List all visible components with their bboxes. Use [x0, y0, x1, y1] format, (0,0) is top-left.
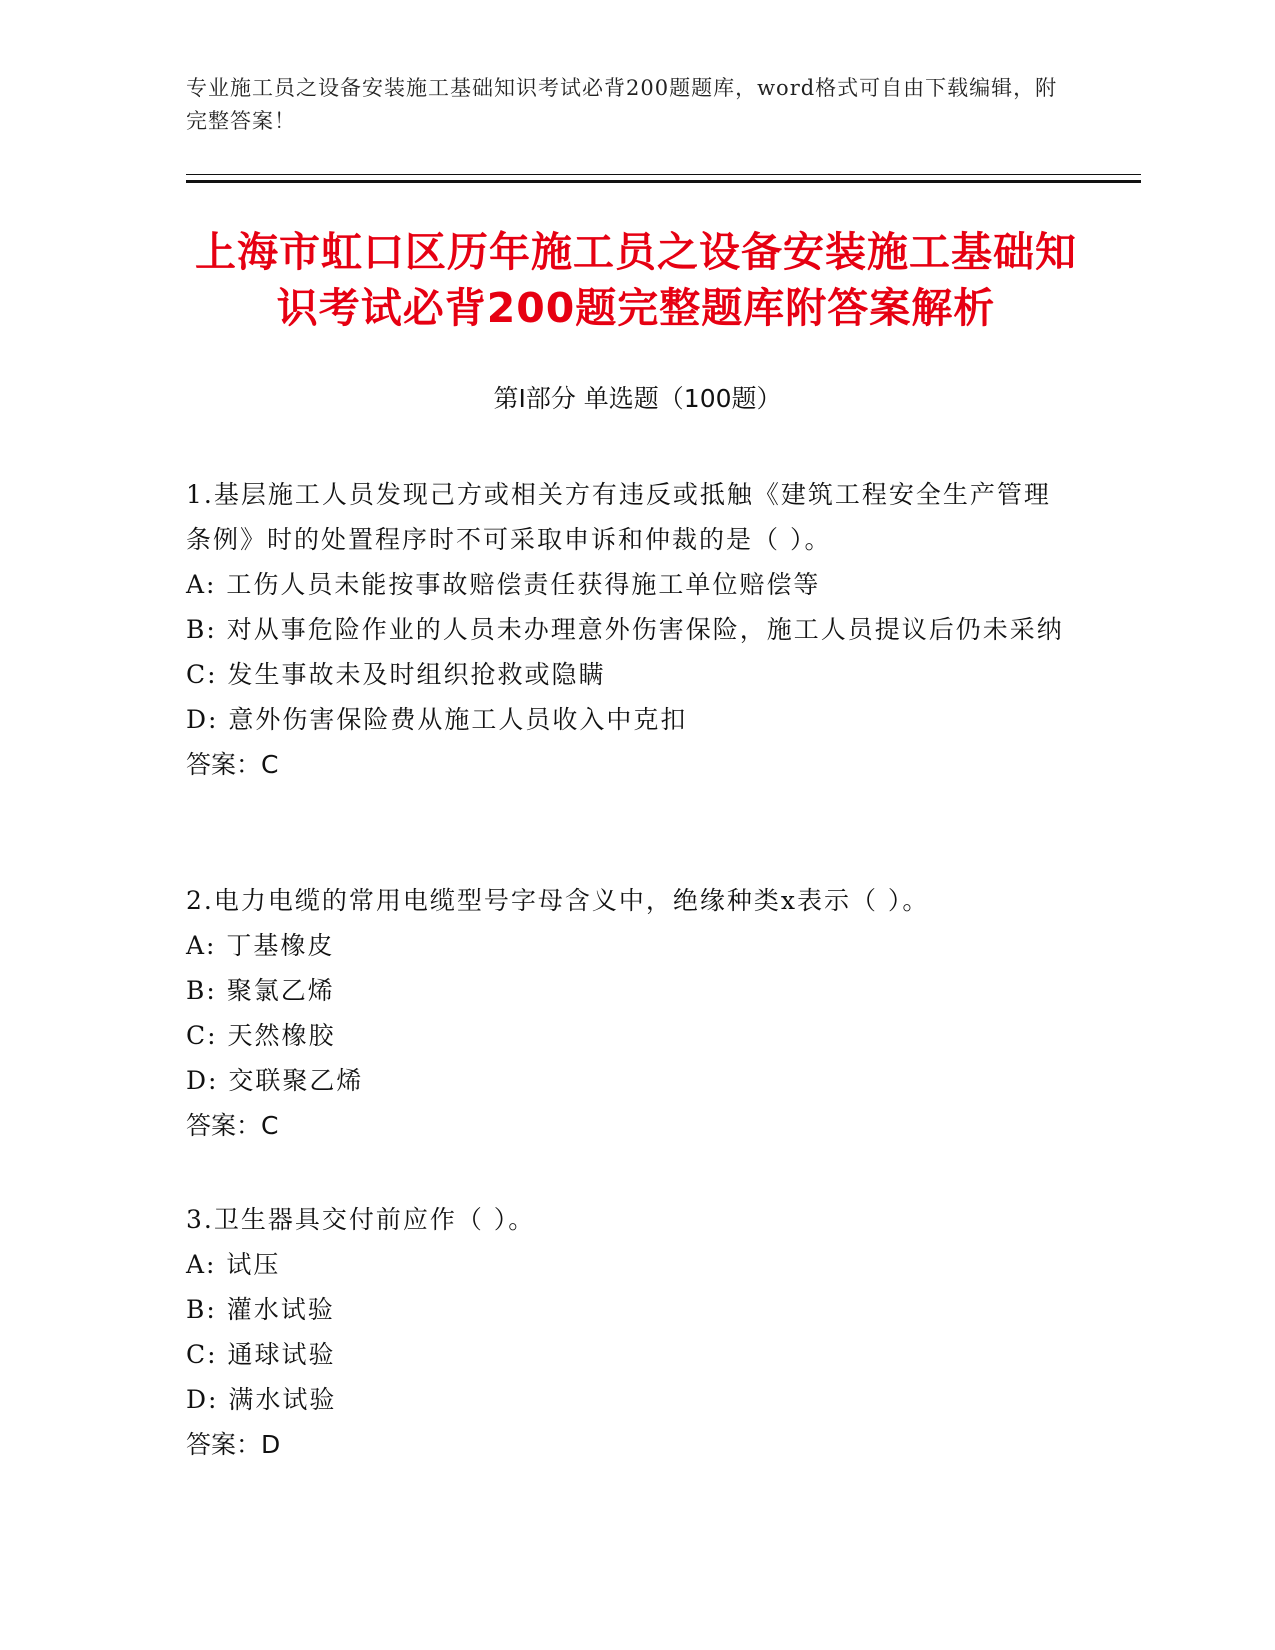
- answer: 答案：C: [186, 750, 279, 779]
- document-title: 上海市虹口区历年施工员之设备安装施工基础知识考试必背200题完整题库附答案解析: [195, 228, 1077, 332]
- question-stem: 2.电力电缆的常用电缆型号字母含义中，绝缘种类x表示（ ）。: [186, 886, 930, 915]
- header-divider-thin: [186, 174, 1141, 175]
- option-a: A: 试压: [186, 1250, 281, 1279]
- option-d: D: 意外伤害保险费从施工人员收入中克扣: [186, 705, 688, 734]
- answer: 答案：D: [186, 1430, 281, 1459]
- section-title: 第Ⅰ部分 单选题（100题）: [493, 384, 782, 413]
- option-c: C: 发生事故未及时组织抢救或隐瞒: [186, 660, 606, 689]
- question-3: [186, 1197, 1066, 1467]
- option-c: C: 通球试验: [186, 1340, 336, 1369]
- question-stem: 3.卫生器具交付前应作（ ）。: [186, 1205, 536, 1234]
- option-a: A: 工伤人员未能按事故赔偿责任获得施工单位赔偿等: [186, 570, 821, 599]
- question-2: [186, 878, 1066, 1148]
- header-divider-thick: [186, 180, 1141, 183]
- header-note: 专业施工员之设备安装施工基础知识考试必背200题题库，word格式可自由下载编辑，附完整答案！: [186, 76, 1058, 133]
- option-d: D: 交联聚乙烯: [186, 1066, 364, 1095]
- option-d: D: 满水试验: [186, 1385, 337, 1414]
- question-stem: 1.基层施工人员发现己方或相关方有违反或抵触《建筑工程安全生产管理条例》时的处置程序时不可采取申诉和仲裁的是（ ）。: [186, 480, 1051, 554]
- option-b: B: 灌水试验: [186, 1295, 335, 1324]
- option-c: C: 天然橡胶: [186, 1021, 336, 1050]
- option-b: B: 对从事危险作业的人员未办理意外伤害保险，施工人员提议后仍未采纳: [186, 615, 1064, 644]
- option-a: A: 丁基橡皮: [186, 931, 335, 960]
- option-b: B: 聚氯乙烯: [186, 976, 335, 1005]
- answer: 答案：C: [186, 1111, 279, 1140]
- question-1: [186, 472, 1066, 787]
